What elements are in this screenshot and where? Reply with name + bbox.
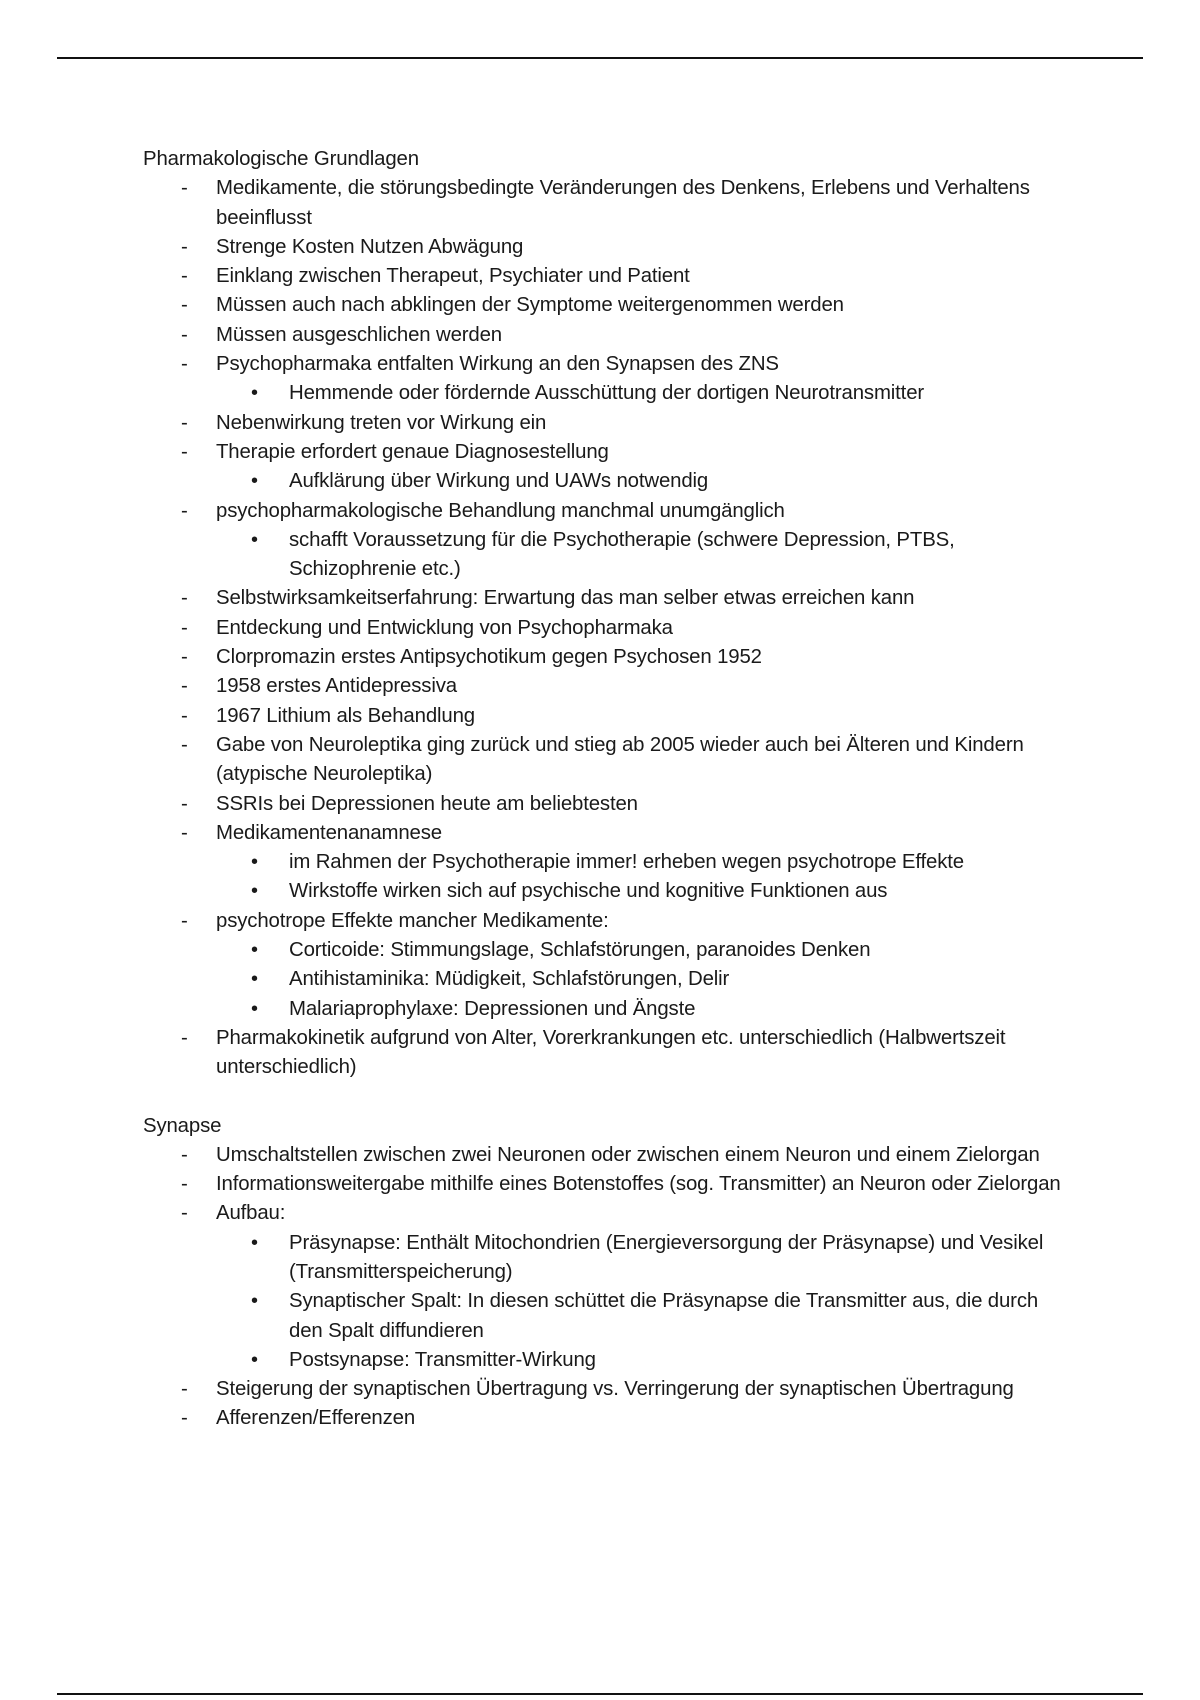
list-item-text: Informationsweitergabe mithilfe eines Botenstoffes (sog. Transmitter) an Neuron oder Zielorgan <box>216 1173 1061 1196</box>
list-item <box>143 350 1073 409</box>
list-item-text: Umschaltstellen zwischen zwei Neuronen oder zwischen einem Neuron und einem Zielorgan <box>216 1143 1040 1166</box>
bullet-sublist <box>216 848 1073 907</box>
page-top-rule <box>57 57 1143 59</box>
list-item <box>143 614 1073 643</box>
list-item-text: Aufbau: <box>216 1202 286 1225</box>
sublist-item: • Corticoide: Stimmungslage, Schlafstörungen, paranoides Denken <box>216 936 1073 965</box>
sublist-item: • Malariaprophylaxe: Depressionen und Ängste <box>216 995 1073 1024</box>
list-item-text: Pharmakokinetik aufgrund von Alter, Vorerkrankungen etc. unterschiedlich (Halbwertszeit unterschiedlich) <box>216 1026 1006 1079</box>
sublist-item: • Aufklärung über Wirkung und UAWs notwendig <box>216 467 1073 496</box>
list-item <box>143 291 1073 320</box>
sublist-item: • Antihistaminika: Müdigkeit, Schlafstörungen, Delir <box>216 965 1073 994</box>
list-item <box>143 907 1073 1024</box>
list-item-text: SSRIs bei Depressionen heute am beliebtesten <box>216 792 638 815</box>
list-item-text: Selbstwirksamkeitserfahrung: Erwartung das man selber etwas erreichen kann <box>216 587 915 610</box>
list-item <box>143 409 1073 438</box>
list-item-text: psychopharmakologische Behandlung manchmal unumgänglich <box>216 499 785 522</box>
list-item <box>143 233 1073 262</box>
list-item-text: 1967 Lithium als Behandlung <box>216 704 475 727</box>
list-item <box>143 174 1073 233</box>
list-item-text: Clorpromazin erstes Antipsychotikum gegen Psychosen 1952 <box>216 646 762 669</box>
list-item <box>143 584 1073 613</box>
list-item-text: Therapie erfordert genaue Diagnosestellung <box>216 440 609 463</box>
sublist-item: • im Rahmen der Psychotherapie immer! erheben wegen psychotrope Effekte <box>216 848 1073 877</box>
sublist-item: • Wirkstoffe wirken sich auf psychische und kognitive Funktionen aus <box>216 877 1073 906</box>
list-item <box>143 262 1073 291</box>
list-item-text: Psychopharmaka entfalten Wirkung an den Synapsen des ZNS <box>216 353 779 376</box>
sublist-item: • Hemmende oder fördernde Ausschüttung der dortigen Neurotransmitter <box>216 379 1073 408</box>
list-item <box>143 1375 1073 1404</box>
list-item <box>143 1404 1073 1433</box>
list-item-text: Strenge Kosten Nutzen Abwägung <box>216 235 524 258</box>
bullet-sublist <box>216 526 1073 585</box>
section <box>143 145 1073 1083</box>
list-item-text: Medikamente, die störungsbedingte Veränderungen des Denkens, Erlebens und Verhaltens beeinflusst <box>216 177 1030 229</box>
list-item-text: Steigerung der synaptischen Übertragung vs. Verringerung der synaptischen Übertragung <box>216 1378 1014 1401</box>
dash-list <box>143 1141 1073 1434</box>
bullet-sublist <box>216 936 1073 1024</box>
section-heading: Synapse <box>143 1114 222 1137</box>
list-item <box>143 321 1073 350</box>
document-body <box>143 145 1073 1463</box>
sublist-item: • schafft Voraussetzung für die Psychotherapie (schwere Depression, PTBS, Schizophrenie etc.) <box>216 526 1073 585</box>
dash-list <box>143 174 1073 1082</box>
bullet-sublist <box>216 379 1073 408</box>
list-item-text: Müssen auch nach abklingen der Symptome weitergenommen werden <box>216 294 844 317</box>
list-item <box>143 702 1073 731</box>
bullet-sublist <box>216 1229 1073 1375</box>
list-item <box>143 1199 1073 1375</box>
list-item <box>143 790 1073 819</box>
list-item-text: 1958 erstes Antidepressiva <box>216 675 457 698</box>
list-item <box>143 672 1073 701</box>
sublist-item: • Synaptischer Spalt: In diesen schüttet die Präsynapse die Transmitter aus, die durch den Spalt diffundieren <box>216 1287 1073 1346</box>
bullet-sublist <box>216 467 1073 496</box>
list-item <box>143 731 1073 790</box>
list-item <box>143 497 1073 585</box>
list-item-text: Gabe von Neuroleptika ging zurück und stieg ab 2005 wieder auch bei Älteren und Kindern (atypische Neuroleptika) <box>216 733 1024 786</box>
sublist-item: • Präsynapse: Enthält Mitochondrien (Energieversorgung der Präsynapse) und Vesikel (Transmitterspeicherung) <box>216 1229 1073 1288</box>
list-item-text: Afferenzen/Efferenzen <box>216 1407 416 1430</box>
section <box>143 1112 1073 1434</box>
list-item-text: Müssen ausgeschlichen werden <box>216 323 502 346</box>
list-item <box>143 1024 1073 1083</box>
list-item <box>143 1170 1073 1199</box>
list-item <box>143 438 1073 497</box>
list-item <box>143 819 1073 907</box>
list-item <box>143 1141 1073 1170</box>
list-item-text: psychotrope Effekte mancher Medikamente: <box>216 909 609 932</box>
list-item-text: Nebenwirkung treten vor Wirkung ein <box>216 411 547 434</box>
list-item <box>143 643 1073 672</box>
section-heading: Pharmakologische Grundlagen <box>143 148 419 170</box>
list-item-text: Einklang zwischen Therapeut, Psychiater und Patient <box>216 265 690 288</box>
page-bottom-rule <box>57 1693 1143 1695</box>
list-item-text: Medikamentenanamnese <box>216 821 442 844</box>
sublist-item: • Postsynapse: Transmitter-Wirkung <box>216 1346 1073 1375</box>
list-item-text: Entdeckung und Entwicklung von Psychopharmaka <box>216 616 673 639</box>
